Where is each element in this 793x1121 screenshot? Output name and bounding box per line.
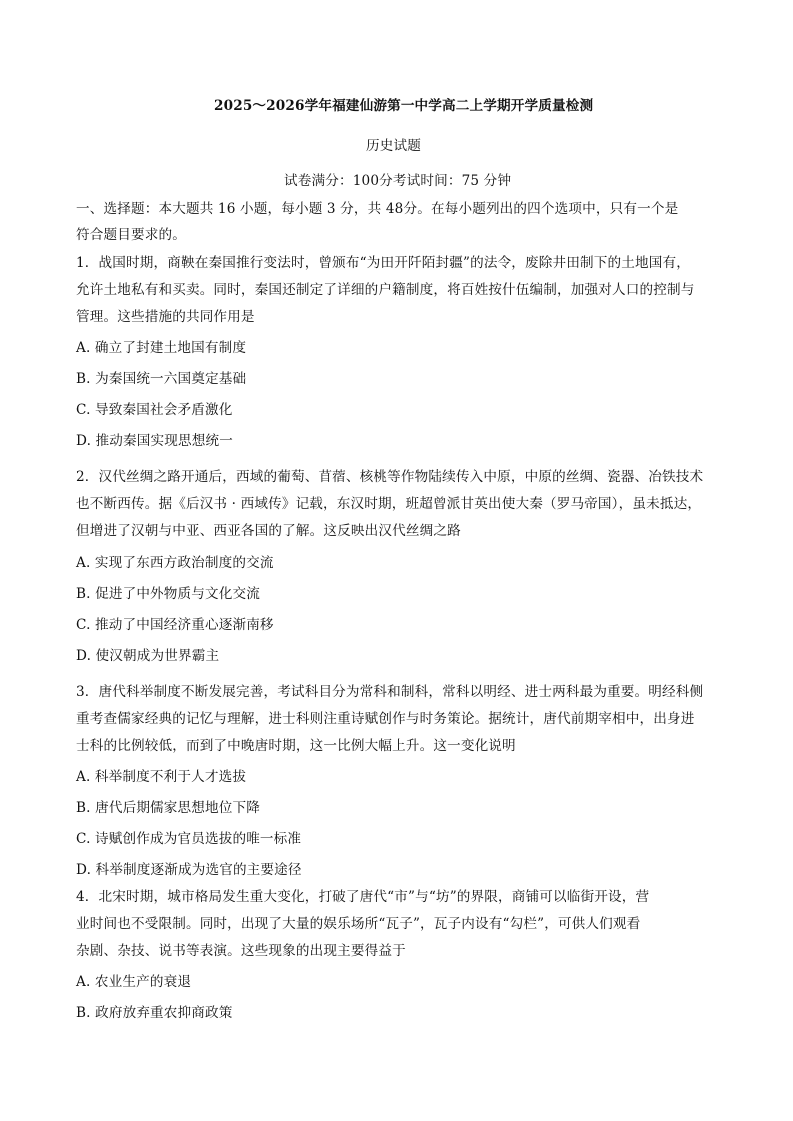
question-stem-line: 但增进了汉朝与中亚、西亚各国的了解。这反映出汉代丝绸之路	[76, 523, 461, 539]
option-b: B. 促进了中外物质与文化交流	[76, 586, 261, 602]
question-stem-line: 1．战国时期，商鞅在秦国推行变法时，曾颁布“为田开阡陌封疆”的法令，废除井田制下的土地国有，	[76, 255, 690, 271]
section-heading-cont: 符合题目要求的。	[76, 227, 186, 243]
option-c: C. 推动了中国经济重心逐渐南移	[76, 617, 274, 633]
option-a: A. 农业生产的衰退	[76, 974, 192, 990]
question-stem-line: 也不断西传。据《后汉书 · 西域传》记载，东汉时期，班超曾派甘英出使大秦（罗马帝国），虽未抵达，	[76, 496, 702, 512]
question-stem-line: 士科的比例较低，而到了中晚唐时期，这一比例大幅上升。这一变化说明	[76, 738, 516, 754]
subject-title: 历史试题	[366, 138, 421, 154]
option-c: C. 导致秦国社会矛盾激化	[76, 402, 233, 418]
question-stem-line: 2．汉代丝绸之路开通后，西域的葡萄、苜蓿、核桃等作物陆续传入中原，中原的丝绸、瓷器、冶铁技术	[76, 469, 704, 485]
option-b: B. 政府放弃重农抑商政策	[76, 1005, 233, 1021]
option-a: A. 科举制度不利于人才选拔	[76, 769, 247, 785]
option-d: D. 推动秦国实现思想统一	[76, 433, 233, 449]
exam-info: 试卷满分：100分考试时间：75 分钟	[284, 173, 512, 189]
question-stem-line: 杂剧、杂技、说书等表演。这些现象的出现主要得益于	[76, 943, 406, 959]
section-heading: 一、选择题：本大题共 16 小题，每小题 3 分，共 48分。在每小题列出的四个选项中，只有一个是	[76, 201, 679, 217]
exam-title: 2025～2026学年福建仙游第一中学高二上学期开学质量检测	[214, 98, 594, 114]
question-stem-line: 管理。这些措施的共同作用是	[76, 309, 255, 325]
question-stem-line: 4．北宋时期，城市格局发生重大变化，打破了唐代“市”与“坊”的界限，商铺可以临街开设，营	[76, 889, 650, 905]
option-c: C. 诗赋创作成为官员选拔的唯一标准	[76, 831, 302, 847]
option-a: A. 确立了封建土地国有制度	[76, 340, 247, 356]
option-b: B. 为秦国统一六国奠定基础	[76, 371, 247, 387]
option-d: D. 科举制度逐渐成为选官的主要途径	[76, 862, 302, 878]
question-stem-line: 允许土地私有和买卖。同时，秦国还制定了详细的户籍制度，将百姓按什伍编制，加强对人口的控制与	[76, 282, 695, 298]
question-stem-line: 业时间也不受限制。同时，出现了大量的娱乐场所“瓦子”，瓦子内设有“勾栏”，可供人们观看	[76, 916, 641, 932]
question-stem-line: 重考查儒家经典的记忆与理解，进士科则注重诗赋创作与时务策论。据统计，唐代前期宰相中，出身进	[76, 711, 695, 727]
question-stem-line: 3．唐代科举制度不断发展完善，考试科目分为常科和制科，常科以明经、进士两科最为重要。明经科侧	[76, 684, 704, 700]
option-b: B. 唐代后期儒家思想地位下降	[76, 800, 261, 816]
option-d: D. 使汉朝成为世界霸主	[76, 648, 220, 664]
option-a: A. 实现了东西方政治制度的交流	[76, 555, 274, 571]
